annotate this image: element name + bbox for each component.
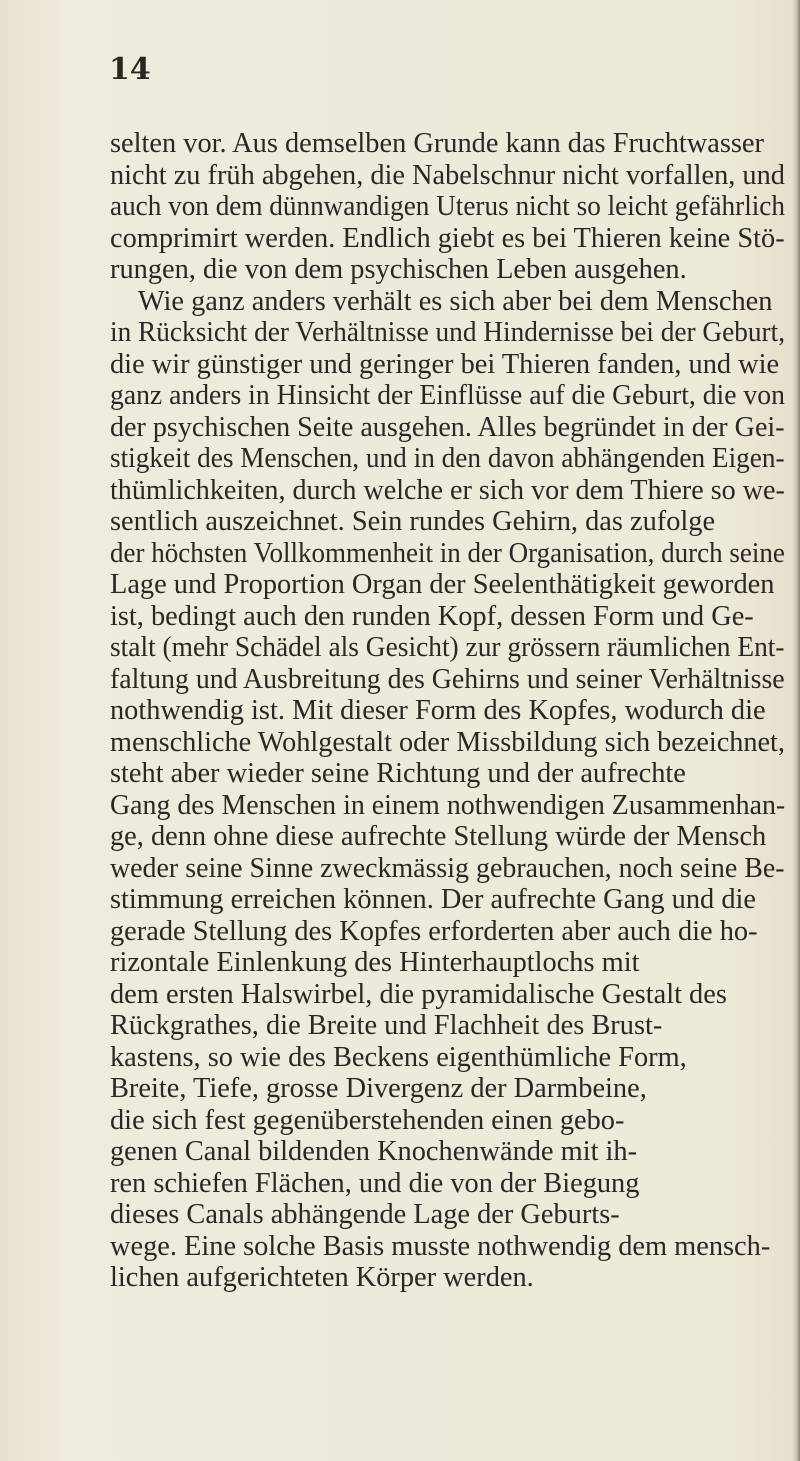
- text-line: comprimirt werden. Endlich giebt es bei Thieren keine Stö-: [110, 221, 785, 254]
- text-line: menschliche Wohlgestalt oder Missbildung sich bezeichnet,: [110, 725, 785, 758]
- text-line: der höchsten Vollkommenheit in der Organisation, durch seine: [110, 536, 785, 569]
- text-line: lichen aufgerichteten Körper werden.: [110, 1261, 534, 1293]
- text-line: faltung und Ausbreitung des Gehirns und seiner Verhältnisse: [110, 662, 785, 695]
- text-line: weder seine Sinne zweckmässig gebrauchen, noch seine Be-: [110, 851, 785, 884]
- text-line: Lage und Proportion Organ der Seelenthätigkeit geworden: [110, 568, 775, 600]
- text-line: die sich fest gegenüberstehenden einen gebo-: [110, 1103, 625, 1136]
- text-line: sentlich auszeichnet. Sein rundes Gehirn, das zufolge: [110, 505, 716, 537]
- text-line: ren schiefen Flächen, und die von der Biegung: [110, 1166, 640, 1199]
- text-line: nicht zu früh abgehen, die Nabelschnur nicht vorfallen, und: [110, 158, 785, 191]
- text-line: Gang des Menschen in einem nothwendigen Zusammenhan-: [110, 788, 786, 821]
- text-line: rizontale Einlenkung des Hinterhauptlochs mit: [110, 946, 640, 978]
- text-line: nothwendig ist. Mit dieser Form des Kopfes, wodurch die: [110, 694, 766, 726]
- text-line: genen Canal bildenden Knochenwände mit ih-: [110, 1135, 638, 1167]
- text-line: selten vor. Aus demselben Grunde kann das Fruchtwasser: [110, 127, 764, 159]
- text-line: Breite, Tiefe, grosse Divergenz der Darmbeine,: [110, 1072, 647, 1104]
- text-line: ganz anders in Hinsicht der Einflüsse auf die Geburt, die von: [110, 379, 785, 411]
- body-text: [110, 128, 800, 1294]
- text-line: ge, denn ohne diese aufrechte Stellung würde der Mensch: [110, 820, 767, 852]
- text-line: thümlichkeiten, durch welche er sich vor dem Thiere so we-: [110, 473, 785, 506]
- text-line: der psychischen Seite ausgehen. Alles begründet in der Gei-: [110, 410, 785, 443]
- text-line: Wie ganz anders verhält es sich aber bei dem Menschen: [110, 284, 773, 317]
- text-line: ist, bedingt auch den runden Kopf, dessen Form und Ge-: [110, 599, 754, 632]
- text-line: dieses Canals abhängende Lage der Geburts-: [110, 1198, 620, 1230]
- page-number: 14: [109, 52, 151, 87]
- text-line: rungen, die von dem psychischen Leben ausgehen.: [110, 253, 687, 285]
- text-line: auch von dem dünnwandigen Uterus nicht so leicht gefährlich: [110, 190, 785, 222]
- text-line: stimmung erreichen können. Der aufrechte Gang und die: [110, 883, 756, 915]
- text-line: steht aber wieder seine Richtung und der aufrechte: [110, 757, 686, 789]
- text-line: stalt (mehr Schädel als Gesicht) zur grössern räumlichen Ent-: [110, 631, 785, 663]
- text-line: stigkeit des Menschen, und in den davon abhängenden Eigen-: [110, 442, 785, 474]
- text-line: wege. Eine solche Basis musste nothwendig dem mensch-: [110, 1229, 771, 1262]
- text-line: Rückgrathes, die Breite und Flachheit des Brust-: [110, 1009, 663, 1041]
- text-line: in Rücksicht der Verhältnisse und Hindernisse bei der Geburt,: [110, 316, 786, 348]
- text-line: kastens, so wie des Beckens eigenthümliche Form,: [110, 1040, 687, 1073]
- text-line: die wir günstiger und geringer bei Thieren fanden, und wie: [110, 347, 780, 380]
- text-line: gerade Stellung des Kopfes erforderten aber auch die ho-: [110, 914, 758, 947]
- text-line: dem ersten Halswirbel, die pyramidalische Gestalt des: [110, 977, 727, 1010]
